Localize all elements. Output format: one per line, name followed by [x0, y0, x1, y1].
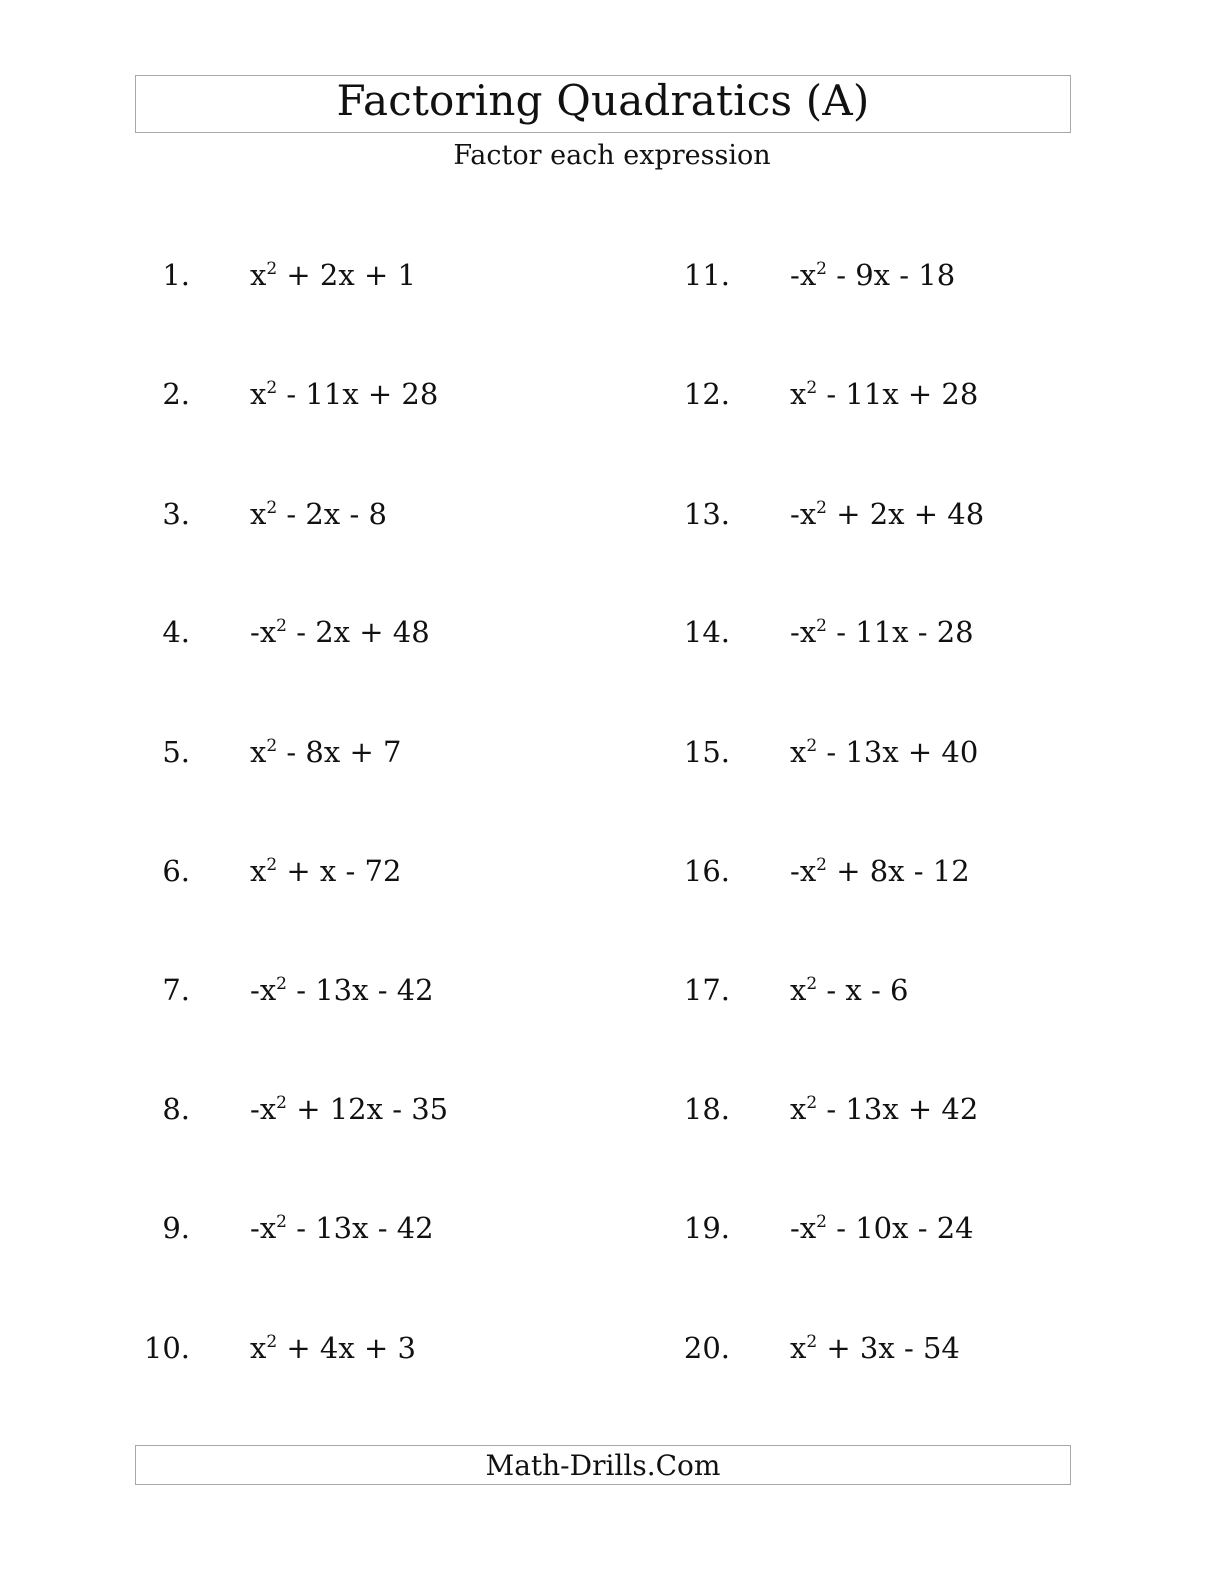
leading-sign: -	[790, 615, 800, 649]
problem-expression	[790, 612, 974, 657]
leading-sign: -	[250, 973, 260, 1007]
exponent: 2	[816, 855, 827, 875]
exponent: 2	[276, 616, 287, 636]
expression-terms: + 12x - 35	[287, 1092, 449, 1126]
problem-expression	[790, 1208, 974, 1253]
problem-number: 16.	[683, 854, 730, 888]
exponent: 2	[266, 855, 278, 875]
variable-x: x	[790, 377, 807, 411]
variable-x: x	[250, 854, 267, 888]
leading-sign: -	[790, 258, 800, 292]
problem-item	[670, 494, 1150, 534]
problem-expression	[790, 494, 984, 539]
footer-text: Math-Drills.Com	[485, 1449, 721, 1482]
problem-expression	[790, 851, 970, 896]
variable-x: x	[790, 1331, 807, 1365]
variable-x: x	[259, 1092, 277, 1126]
expression-terms: - 9x - 18	[827, 258, 956, 292]
exponent: 2	[816, 616, 827, 636]
variable-x: x	[259, 1211, 277, 1245]
problem-number: 15.	[683, 735, 730, 769]
variable-x: x	[250, 258, 267, 292]
problem-item	[670, 851, 1150, 891]
title-box	[135, 75, 1071, 133]
problem-number: 20.	[683, 1331, 730, 1365]
problem-item	[130, 1328, 610, 1368]
exponent: 2	[806, 736, 818, 756]
problem-expression	[790, 1328, 960, 1373]
leading-sign: -	[790, 854, 800, 888]
problem-number: 18.	[683, 1092, 730, 1126]
exponent: 2	[276, 974, 287, 994]
problem-number: 3.	[162, 497, 190, 531]
problem-item	[130, 255, 610, 295]
problem-number: 5.	[162, 735, 190, 769]
variable-x: x	[799, 615, 817, 649]
variable-x: x	[250, 497, 267, 531]
problem-item	[130, 1208, 610, 1248]
variable-x: x	[790, 1092, 807, 1126]
expression-terms: - 13x + 40	[817, 735, 979, 769]
exponent: 2	[806, 1332, 818, 1352]
exponent: 2	[266, 259, 278, 279]
problem-expression	[250, 1089, 448, 1134]
problem-number: 2.	[162, 377, 190, 411]
variable-x: x	[259, 615, 277, 649]
problem-expression	[250, 1208, 434, 1253]
expression-terms: + 8x - 12	[827, 854, 970, 888]
variable-x: x	[790, 735, 807, 769]
variable-x: x	[250, 1331, 267, 1365]
exponent: 2	[266, 378, 278, 398]
problem-expression	[790, 732, 978, 777]
problem-number: 13.	[683, 497, 730, 531]
variable-x: x	[250, 735, 267, 769]
problem-number: 6.	[162, 854, 190, 888]
problem-expression	[250, 970, 434, 1015]
page-subtitle: Factor each expression	[453, 140, 771, 171]
expression-terms: + 2x + 48	[827, 497, 985, 531]
leading-sign: -	[790, 497, 800, 531]
problem-item	[130, 1089, 610, 1129]
exponent: 2	[806, 1093, 818, 1113]
expression-terms: - 2x + 48	[287, 615, 430, 649]
variable-x: x	[799, 497, 817, 531]
problem-number: 10.	[143, 1331, 190, 1365]
expression-terms: + x - 72	[277, 854, 402, 888]
problem-item	[130, 494, 610, 534]
problem-expression	[250, 374, 438, 419]
problem-item	[670, 970, 1150, 1010]
leading-sign: -	[790, 1211, 800, 1245]
expression-terms: - 11x + 28	[817, 377, 979, 411]
problem-number: 12.	[683, 377, 730, 411]
problem-expression	[250, 612, 430, 657]
problem-expression	[250, 732, 401, 777]
expression-terms: - 8x + 7	[277, 735, 402, 769]
expression-terms: + 2x + 1	[277, 258, 416, 292]
expression-terms: - 11x + 28	[277, 377, 439, 411]
problem-expression	[790, 970, 908, 1015]
problem-expression	[790, 374, 978, 419]
problem-number: 17.	[683, 973, 730, 1007]
expression-terms: + 3x - 54	[817, 1331, 960, 1365]
problem-item	[670, 255, 1150, 295]
problem-number: 14.	[683, 615, 730, 649]
problem-expression	[790, 255, 955, 300]
problem-item	[670, 1208, 1150, 1248]
expression-terms: - 13x - 42	[287, 973, 434, 1007]
exponent: 2	[816, 1212, 827, 1232]
exponent: 2	[276, 1212, 287, 1232]
expression-terms: - 10x - 24	[827, 1211, 974, 1245]
exponent: 2	[806, 974, 818, 994]
problem-number: 19.	[683, 1211, 730, 1245]
exponent: 2	[266, 1332, 278, 1352]
problem-number: 9.	[162, 1211, 190, 1245]
exponent: 2	[276, 1093, 287, 1113]
variable-x: x	[799, 854, 817, 888]
problem-number: 8.	[162, 1092, 190, 1126]
problem-number: 11.	[683, 258, 730, 292]
exponent: 2	[806, 378, 818, 398]
problem-number: 1.	[162, 258, 190, 292]
exponent: 2	[816, 498, 827, 518]
problem-expression	[250, 851, 401, 896]
problem-expression	[250, 494, 387, 539]
problem-item	[130, 374, 610, 414]
problem-number: 4.	[162, 615, 190, 649]
exponent: 2	[266, 736, 278, 756]
problem-expression	[790, 1089, 978, 1134]
expression-terms: - 11x - 28	[827, 615, 974, 649]
expression-terms: - x - 6	[817, 973, 909, 1007]
footer-box	[135, 1445, 1071, 1485]
variable-x: x	[790, 973, 807, 1007]
problem-item	[670, 612, 1150, 652]
problem-expression	[250, 255, 416, 300]
leading-sign: -	[250, 1211, 260, 1245]
variable-x: x	[799, 1211, 817, 1245]
exponent: 2	[266, 498, 278, 518]
problem-item	[670, 732, 1150, 772]
problem-item	[130, 612, 610, 652]
page-title: Factoring Quadratics (A)	[336, 76, 870, 125]
problem-item	[670, 1328, 1150, 1368]
leading-sign: -	[250, 615, 260, 649]
variable-x: x	[250, 377, 267, 411]
exponent: 2	[816, 259, 827, 279]
problem-item	[130, 970, 610, 1010]
problem-number: 7.	[162, 973, 190, 1007]
variable-x: x	[259, 973, 277, 1007]
problem-item	[670, 1089, 1150, 1129]
leading-sign: -	[250, 1092, 260, 1126]
expression-terms: + 4x + 3	[277, 1331, 416, 1365]
problem-expression	[250, 1328, 416, 1373]
problem-item	[670, 374, 1150, 414]
problem-item	[130, 732, 610, 772]
problem-item	[130, 851, 610, 891]
expression-terms: - 2x - 8	[277, 497, 387, 531]
variable-x: x	[799, 258, 817, 292]
expression-terms: - 13x - 42	[287, 1211, 434, 1245]
expression-terms: - 13x + 42	[817, 1092, 979, 1126]
